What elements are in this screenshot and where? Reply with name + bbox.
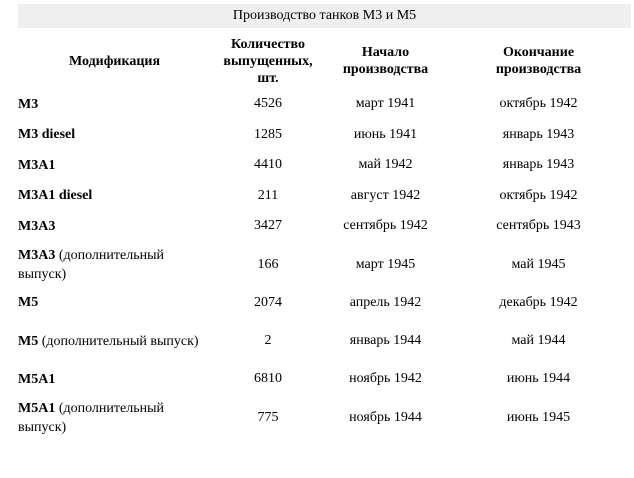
header-quantity-line: выпущенных, [223, 53, 313, 69]
model-name: M5A1 [18, 400, 56, 416]
cell-start: май 1942 [358, 157, 413, 173]
cell-model [18, 211, 211, 242]
cell-start: январь 1944 [349, 333, 422, 348]
cell-quantity: 775 [257, 409, 279, 425]
header-row [18, 33, 631, 89]
table-row [18, 120, 631, 151]
cell-model [18, 288, 211, 319]
cell-quantity: 2074 [254, 294, 282, 310]
table-row [18, 242, 631, 288]
model-name: M5 [18, 295, 39, 311]
cell-model [18, 395, 211, 441]
cell-end: сентябрь 1943 [496, 218, 581, 234]
table-row [18, 181, 631, 212]
header-quantity [211, 33, 325, 89]
cell-model [18, 242, 211, 288]
model-name: M3 diesel [18, 127, 76, 143]
model-name: M3A3 [18, 218, 56, 234]
header-quantity-line: Количество [230, 36, 306, 52]
cell-quantity: 2 [264, 333, 272, 348]
cell-model [18, 364, 211, 395]
table-caption: Производство танков М3 и М5 [18, 4, 631, 28]
cell-start: сентябрь 1942 [343, 218, 428, 234]
cell-model [18, 89, 211, 120]
cell-model [18, 181, 211, 212]
cell-model [18, 120, 211, 151]
model-name: M3 [18, 96, 39, 112]
model-note: (дополнительный выпуск) [41, 333, 199, 349]
cell-quantity: 4526 [254, 96, 282, 112]
cell-start: март 1941 [355, 96, 416, 112]
header-end-line: Окончание [502, 45, 575, 60]
cell-end: октябрь 1942 [499, 187, 578, 203]
cell-model [18, 150, 211, 181]
model-name: M3A1 [18, 157, 56, 173]
cell-end: декабрь 1942 [499, 294, 578, 310]
model-name: M5A1 [18, 371, 56, 387]
model-name: M5 [18, 333, 39, 349]
cell-end: январь 1943 [502, 126, 575, 142]
cell-end: май 1945 [511, 256, 566, 272]
cell-quantity: 4410 [254, 157, 282, 173]
cell-start: апрель 1942 [349, 294, 422, 310]
header-end [446, 33, 631, 89]
cell-end: май 1944 [511, 333, 566, 348]
model-note: (дополнительный выпуск) [18, 400, 164, 435]
cell-end: октябрь 1942 [499, 96, 578, 112]
cell-model [18, 318, 211, 364]
cell-quantity: 3427 [254, 218, 282, 234]
model-name: M3A3 [18, 247, 56, 263]
cell-start: ноябрь 1944 [349, 409, 422, 425]
header-start-line: производства [342, 62, 429, 77]
cell-quantity: 211 [257, 187, 279, 203]
cell-quantity: 1285 [254, 126, 282, 142]
cell-end: январь 1943 [502, 157, 575, 173]
table-body [18, 89, 631, 441]
model-note: (дополнительный выпуск) [18, 247, 164, 282]
cell-start: март 1945 [355, 256, 416, 272]
table-row [18, 288, 631, 319]
production-table [18, 33, 631, 441]
cell-start: июнь 1941 [353, 126, 418, 142]
cell-end: июнь 1945 [506, 409, 571, 425]
table-row [18, 150, 631, 181]
table-row [18, 318, 631, 364]
cell-start: август 1942 [350, 187, 421, 203]
table-row [18, 395, 631, 441]
cell-quantity: 6810 [254, 371, 282, 387]
header-quantity-line: шт. [257, 70, 279, 86]
cell-end: июнь 1944 [506, 371, 571, 387]
model-name: M3A1 diesel [18, 188, 93, 204]
table-row [18, 89, 631, 120]
header-start [325, 33, 446, 89]
cell-start: ноябрь 1942 [349, 371, 422, 387]
table-row [18, 211, 631, 242]
header-start-line: Начало [361, 45, 410, 60]
table-row [18, 364, 631, 395]
header-end-line: производства [495, 62, 582, 77]
cell-quantity: 166 [257, 256, 279, 272]
header-modification: Модификация [68, 53, 161, 69]
